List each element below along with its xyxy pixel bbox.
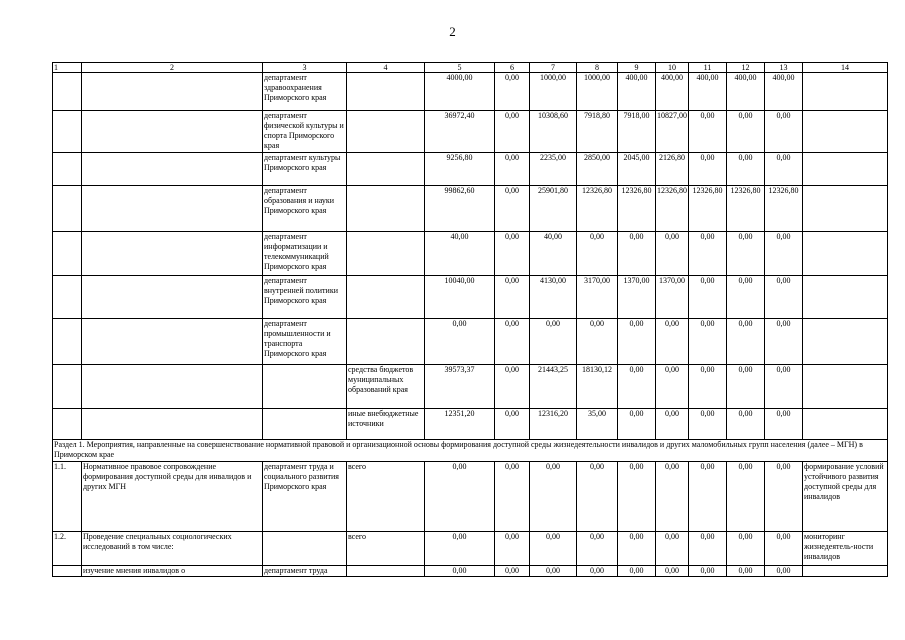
table-row xyxy=(53,462,888,532)
table-cell: 0,00 xyxy=(765,319,803,365)
table-cell xyxy=(82,111,263,153)
column-number: 11 xyxy=(689,63,727,73)
table-cell xyxy=(803,566,888,577)
table-cell: 40,00 xyxy=(530,232,577,276)
table-cell: 36972,40 xyxy=(425,111,495,153)
table-row xyxy=(53,73,888,111)
table-cell: 0,00 xyxy=(765,462,803,532)
table-cell: 0,00 xyxy=(656,566,689,577)
table-cell xyxy=(53,111,82,153)
table-cell: 2126,80 xyxy=(656,153,689,186)
table-cell: 10827,00 xyxy=(656,111,689,153)
table-cell xyxy=(803,73,888,111)
table-cell xyxy=(82,409,263,440)
table-cell: 25901,80 xyxy=(530,186,577,232)
table-cell: 12316,20 xyxy=(530,409,577,440)
table-cell: 0,00 xyxy=(495,111,530,153)
table-cell: 0,00 xyxy=(727,276,765,319)
column-number: 8 xyxy=(577,63,618,73)
table-cell: 0,00 xyxy=(689,153,727,186)
table-cell: 0,00 xyxy=(689,319,727,365)
table-cell: 2045,00 xyxy=(618,153,656,186)
column-number: 1 xyxy=(53,63,82,73)
table-cell: Проведение специальных социологических исследований в том числе: xyxy=(82,532,263,566)
table-cell xyxy=(803,186,888,232)
table-cell xyxy=(347,153,425,186)
table-cell: 12326,80 xyxy=(765,186,803,232)
table-cell: Нормативное правовое сопровождение формирования доступной среды для инвалидов и других МГН xyxy=(82,462,263,532)
section-header-row xyxy=(53,440,888,462)
table-cell: 0,00 xyxy=(425,319,495,365)
table-cell: 0,00 xyxy=(577,232,618,276)
table-cell: 0,00 xyxy=(689,532,727,566)
table-cell: 0,00 xyxy=(495,462,530,532)
table-cell: департамент образования и науки Приморского края xyxy=(263,186,347,232)
table-cell: 0,00 xyxy=(656,319,689,365)
table-cell: 2235,00 xyxy=(530,153,577,186)
table-cell: 0,00 xyxy=(495,566,530,577)
table-cell: всего xyxy=(347,532,425,566)
table-cell: иные внебюджетные источники xyxy=(347,409,425,440)
table-cell: 0,00 xyxy=(577,462,618,532)
table-cell xyxy=(347,73,425,111)
table-cell: 0,00 xyxy=(656,532,689,566)
table-cell: 0,00 xyxy=(765,276,803,319)
table-cell xyxy=(347,566,425,577)
table-cell: 1370,00 xyxy=(656,276,689,319)
table-cell: 0,00 xyxy=(618,365,656,409)
table-cell: 10040,00 xyxy=(425,276,495,319)
table-cell xyxy=(803,232,888,276)
table-cell: 0,00 xyxy=(425,566,495,577)
table-cell: 1370,00 xyxy=(618,276,656,319)
table-cell: 0,00 xyxy=(425,532,495,566)
table-cell: 0,00 xyxy=(765,153,803,186)
table-row xyxy=(53,276,888,319)
table-cell: 0,00 xyxy=(727,409,765,440)
table-cell: 0,00 xyxy=(425,462,495,532)
table-cell: 0,00 xyxy=(689,111,727,153)
table-cell: 12326,80 xyxy=(689,186,727,232)
table-cell: 0,00 xyxy=(530,532,577,566)
column-number: 7 xyxy=(530,63,577,73)
table-cell: 40,00 xyxy=(425,232,495,276)
table-cell: 0,00 xyxy=(727,111,765,153)
table-cell: 400,00 xyxy=(765,73,803,111)
table-row xyxy=(53,111,888,153)
table-cell xyxy=(263,532,347,566)
table-cell: 0,00 xyxy=(656,409,689,440)
table-cell: 0,00 xyxy=(765,111,803,153)
table-cell: 0,00 xyxy=(530,566,577,577)
table-row xyxy=(53,365,888,409)
table-cell: 39573,37 xyxy=(425,365,495,409)
page-number: 2 xyxy=(449,24,456,39)
table-cell: 0,00 xyxy=(689,276,727,319)
section-title: Раздел 1. Мероприятия, направленные на совершенствование нормативной правовой и организационной основы формирования доступной среды жизнедеятельности инвалидов и других маломобильных групп населения (далее – МГН) в Приморском крае xyxy=(53,440,888,462)
table-cell: департамент промышленности и транспорта Приморского края xyxy=(263,319,347,365)
column-number-row xyxy=(53,63,888,73)
table-cell xyxy=(347,319,425,365)
table-cell: 12326,80 xyxy=(656,186,689,232)
table-cell: 0,00 xyxy=(495,232,530,276)
table-cell xyxy=(803,409,888,440)
table-cell: департамент труда xyxy=(263,566,347,577)
table-cell: 99862,60 xyxy=(425,186,495,232)
table-cell: средства бюджетов муниципальных образований края xyxy=(347,365,425,409)
table-cell: формирование условий устойчивого развития доступной среды для инвалидов xyxy=(803,462,888,532)
table-cell: 0,00 xyxy=(495,276,530,319)
table-cell xyxy=(82,186,263,232)
table-cell: 0,00 xyxy=(577,319,618,365)
table-cell: 12326,80 xyxy=(727,186,765,232)
table-cell: 12326,80 xyxy=(577,186,618,232)
table-cell: 0,00 xyxy=(618,462,656,532)
table-cell: 7918,00 xyxy=(618,111,656,153)
table-cell xyxy=(82,365,263,409)
table-cell: 0,00 xyxy=(689,232,727,276)
table-cell: 0,00 xyxy=(689,365,727,409)
table-cell: 0,00 xyxy=(495,532,530,566)
table-cell xyxy=(53,276,82,319)
table-cell: 0,00 xyxy=(495,319,530,365)
table-cell: 7918,80 xyxy=(577,111,618,153)
table-cell: 9256,80 xyxy=(425,153,495,186)
table-cell: департамент культуры Приморского края xyxy=(263,153,347,186)
table-cell: 0,00 xyxy=(765,409,803,440)
table-cell: изучение мнения инвалидов о xyxy=(82,566,263,577)
table-cell: 0,00 xyxy=(618,566,656,577)
table-cell: 400,00 xyxy=(656,73,689,111)
table-cell: 0,00 xyxy=(689,462,727,532)
table-cell: 1.2. xyxy=(53,532,82,566)
table-cell: 400,00 xyxy=(689,73,727,111)
table-cell: департамент информатизации и телекоммуникаций Приморского края xyxy=(263,232,347,276)
column-number: 12 xyxy=(727,63,765,73)
table-row xyxy=(53,153,888,186)
table-cell: 0,00 xyxy=(765,566,803,577)
table-cell xyxy=(347,111,425,153)
table-cell xyxy=(53,566,82,577)
table-cell xyxy=(263,365,347,409)
table-cell xyxy=(53,186,82,232)
table-cell: 0,00 xyxy=(495,153,530,186)
table-cell: 18130,12 xyxy=(577,365,618,409)
table-cell: 0,00 xyxy=(618,319,656,365)
table-cell: 0,00 xyxy=(727,232,765,276)
table-cell: 0,00 xyxy=(530,462,577,532)
table-cell: 0,00 xyxy=(656,462,689,532)
table-cell: 1000,00 xyxy=(530,73,577,111)
table-cell: 21443,25 xyxy=(530,365,577,409)
table-cell: 0,00 xyxy=(689,566,727,577)
table-cell: 0,00 xyxy=(618,409,656,440)
table-cell: 0,00 xyxy=(577,566,618,577)
table-cell: 4130,00 xyxy=(530,276,577,319)
table-cell xyxy=(803,365,888,409)
table-cell xyxy=(53,73,82,111)
table-cell xyxy=(347,276,425,319)
table-cell xyxy=(82,73,263,111)
table-cell: 0,00 xyxy=(495,73,530,111)
table-cell: 0,00 xyxy=(727,365,765,409)
table-cell: 0,00 xyxy=(495,365,530,409)
table-cell: департамент внутренней политики Приморского края xyxy=(263,276,347,319)
column-number: 13 xyxy=(765,63,803,73)
table-cell: 0,00 xyxy=(618,232,656,276)
table-cell: 0,00 xyxy=(727,532,765,566)
table-cell: 2850,00 xyxy=(577,153,618,186)
table-cell: 12326,80 xyxy=(618,186,656,232)
table-cell xyxy=(347,186,425,232)
table-cell xyxy=(53,153,82,186)
column-number: 6 xyxy=(495,63,530,73)
table-row xyxy=(53,232,888,276)
table-cell: департамент труда и социального развития Приморского края xyxy=(263,462,347,532)
table-row xyxy=(53,566,888,577)
table-cell: 4000,00 xyxy=(425,73,495,111)
table-cell: 0,00 xyxy=(689,409,727,440)
table-cell: 0,00 xyxy=(656,232,689,276)
table-cell xyxy=(803,111,888,153)
table-cell: 400,00 xyxy=(618,73,656,111)
table-cell xyxy=(803,153,888,186)
table-cell xyxy=(53,232,82,276)
table-cell: 0,00 xyxy=(618,532,656,566)
table-cell: 0,00 xyxy=(495,409,530,440)
column-number: 4 xyxy=(347,63,425,73)
table-cell xyxy=(82,276,263,319)
table-row xyxy=(53,409,888,440)
column-number: 3 xyxy=(263,63,347,73)
table-cell: 0,00 xyxy=(656,365,689,409)
table-cell: 0,00 xyxy=(577,532,618,566)
table-cell: 400,00 xyxy=(727,73,765,111)
table-cell xyxy=(803,319,888,365)
table-cell: 0,00 xyxy=(530,319,577,365)
table-cell: 0,00 xyxy=(727,462,765,532)
table-cell: 0,00 xyxy=(727,319,765,365)
table-cell: мониторинг жизнедеятель-ности инвалидов xyxy=(803,532,888,566)
table-cell: 1000,00 xyxy=(577,73,618,111)
table-row xyxy=(53,319,888,365)
table-cell xyxy=(53,319,82,365)
table-row xyxy=(53,532,888,566)
column-number: 10 xyxy=(656,63,689,73)
table-cell: 0,00 xyxy=(765,232,803,276)
table-cell: 0,00 xyxy=(727,566,765,577)
table-cell xyxy=(53,365,82,409)
table-cell xyxy=(53,409,82,440)
table-cell: 1.1. xyxy=(53,462,82,532)
column-number: 14 xyxy=(803,63,888,73)
table-cell: 10308,60 xyxy=(530,111,577,153)
table-cell: 0,00 xyxy=(765,365,803,409)
table-cell xyxy=(82,319,263,365)
table-cell: 35,00 xyxy=(577,409,618,440)
table-cell: департамент физической культуры и спорта Приморского края xyxy=(263,111,347,153)
table-cell xyxy=(82,153,263,186)
column-number: 9 xyxy=(618,63,656,73)
table-cell xyxy=(263,409,347,440)
table-cell xyxy=(82,232,263,276)
table-cell: всего xyxy=(347,462,425,532)
column-number: 2 xyxy=(82,63,263,73)
table-cell xyxy=(347,232,425,276)
budget-table xyxy=(52,62,888,577)
table-cell: 0,00 xyxy=(765,532,803,566)
table-cell: 12351,20 xyxy=(425,409,495,440)
table-cell: 3170,00 xyxy=(577,276,618,319)
table-cell: департамент здравоохранения Приморского края xyxy=(263,73,347,111)
table-row xyxy=(53,186,888,232)
table-cell: 0,00 xyxy=(495,186,530,232)
column-number: 5 xyxy=(425,63,495,73)
table-cell: 0,00 xyxy=(727,153,765,186)
table-cell xyxy=(803,276,888,319)
